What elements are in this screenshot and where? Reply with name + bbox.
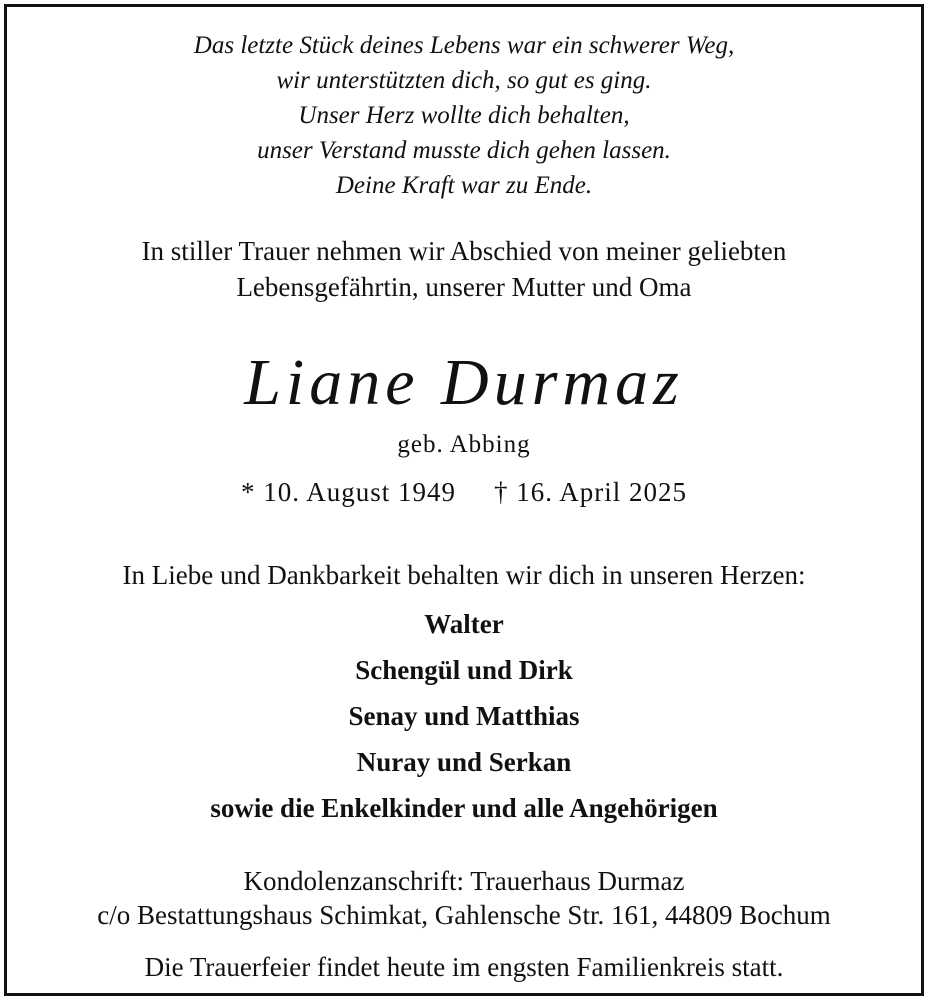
condolence-address-2: c/o Bestattungshaus Schimkat, Gahlensche Str. 161, 44809 Bochum	[97, 900, 831, 930]
intro-line-1: In stiller Trauer nehmen wir Abschied von meiner geliebten	[141, 236, 787, 266]
poem-line-2: wir unterstützten dich, so gut es ging.	[276, 67, 652, 94]
ceremony-notice: Die Trauerfeier findet heute im engsten Familienkreis statt.	[144, 952, 784, 982]
maiden-name: geb. Abbing	[397, 431, 531, 458]
remembrance-text: In Liebe und Dankbarkeit behalten wir dich in unseren Herzen:	[122, 560, 806, 590]
mourner-1: Walter	[424, 609, 504, 639]
obituary-frame	[4, 4, 924, 996]
poem-line-3: Unser Herz wollte dich behalten,	[298, 102, 630, 129]
mourner-2: Schengül und Dirk	[355, 655, 573, 685]
deceased-name: Liane Durmaz	[244, 346, 684, 419]
poem-line-4: unser Verstand musste dich gehen lassen.	[257, 137, 671, 164]
mourner-5: sowie die Enkelkinder und alle Angehörigen	[210, 793, 718, 823]
mourner-4: Nuray und Serkan	[356, 747, 572, 777]
poem-line-1: Das letzte Stück deines Lebens war ein schwerer Weg,	[193, 32, 735, 59]
intro-line-2: Lebensgefährtin, unserer Mutter und Oma	[236, 272, 692, 302]
death-date: † 16. April 2025	[494, 477, 688, 507]
poem-line-5: Deine Kraft war zu Ende.	[335, 172, 593, 199]
life-dates	[7, 475, 921, 509]
condolence-address-1: Kondolenzanschrift: Trauerhaus Durmaz	[243, 866, 685, 896]
birth-date: * 10. August 1949	[240, 477, 456, 507]
mourner-3: Senay und Matthias	[348, 701, 580, 731]
